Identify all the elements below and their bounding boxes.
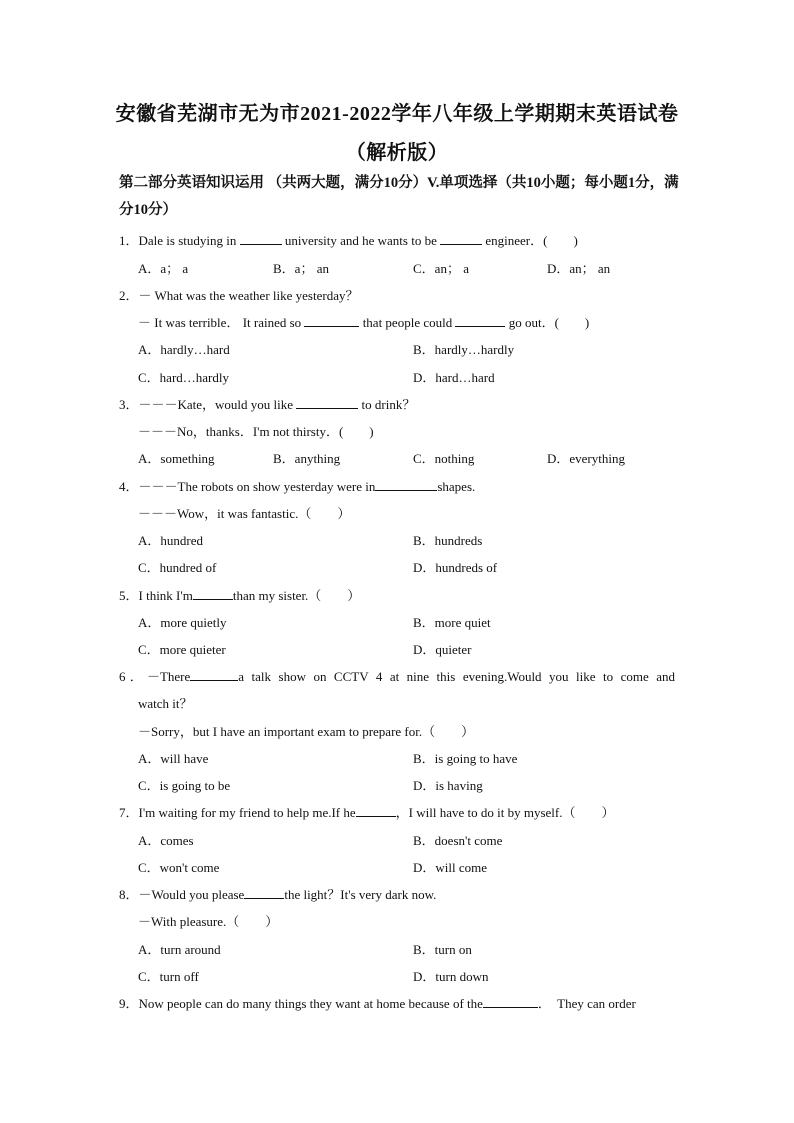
question-text: to drink？ xyxy=(358,397,416,412)
question-text: that people could xyxy=(359,315,456,330)
question-text: go out．( ) xyxy=(505,315,590,330)
question-1 xyxy=(119,230,578,249)
option-b: B．more quiet xyxy=(413,615,491,630)
option-c: C．turn off xyxy=(138,969,199,984)
option-b: B．hardly…hardly xyxy=(413,342,515,357)
question-4 xyxy=(119,476,475,495)
answer-blank xyxy=(296,396,358,409)
question-3 xyxy=(119,394,415,413)
question-6 xyxy=(119,666,675,685)
question-text: than my sister.（ ） xyxy=(232,588,361,603)
answer-blank xyxy=(244,886,284,899)
option-d: D．quieter xyxy=(413,642,472,657)
question-text: 6．－There xyxy=(119,669,191,684)
option-b: B．anything xyxy=(273,451,341,466)
question-text: 3．－－－Kate，would you like xyxy=(119,397,297,412)
answer-blank xyxy=(375,478,437,491)
question-8-reply: －With pleasure.（ ） xyxy=(138,914,279,929)
answer-blank xyxy=(190,668,238,681)
question-text: 7．I'm waiting for my friend to help me.If he xyxy=(119,805,356,820)
option-a: A．hardly…hard xyxy=(138,342,230,357)
option-c: C．won't come xyxy=(138,860,220,875)
question-8 xyxy=(119,884,436,903)
option-b: B．is going to have xyxy=(413,751,518,766)
option-d: D．everything xyxy=(547,451,625,466)
option-d: D．will come xyxy=(413,860,488,875)
question-text: － It was terrible． It rained so xyxy=(138,315,305,330)
question-6-reply: －Sorry，but I have an important exam to prepare for.（ ） xyxy=(138,724,475,739)
question-text: a talk show on CCTV 4 at nine this evening.Would you like to come and xyxy=(238,669,675,684)
question-text: 1．Dale is studying in xyxy=(119,233,240,248)
question-2: 2．－ What was the weather like yesterday？ xyxy=(119,288,359,303)
option-d: D．is having xyxy=(413,778,483,793)
option-c: C．more quieter xyxy=(138,642,226,657)
option-a: A．something xyxy=(138,451,215,466)
question-6-continued: watch it？ xyxy=(138,696,193,711)
option-b: B．turn on xyxy=(413,942,472,957)
answer-blank xyxy=(356,804,396,817)
question-text: 4．－－－The robots on show yesterday were in xyxy=(119,479,376,494)
option-d: D．hundreds of xyxy=(413,560,498,575)
question-text: ． They can order xyxy=(537,996,636,1011)
answer-blank xyxy=(304,314,359,327)
option-c: C．is going to be xyxy=(138,778,231,793)
option-b: B．hundreds xyxy=(413,533,483,548)
page-title: 安徽省芜湖市无为市2021-2022学年八年级上学期期末英语试卷 xyxy=(115,103,679,125)
answer-blank xyxy=(483,995,538,1008)
page-subtitle: （解析版） xyxy=(345,142,449,164)
question-text: university and he wants to be xyxy=(281,233,441,248)
option-b: B．a； an xyxy=(273,261,329,276)
answer-blank xyxy=(440,232,482,245)
option-d: D．hard…hard xyxy=(413,370,495,385)
option-a: A．comes xyxy=(138,833,194,848)
question-text: ，I will have to do it by myself.（ ） xyxy=(395,805,615,820)
option-a: A．more quietly xyxy=(138,615,227,630)
option-c: C．an； a xyxy=(413,261,469,276)
option-c: C．nothing xyxy=(413,451,475,466)
question-5 xyxy=(119,585,360,604)
section-heading: 第二部分英语知识运用 （共两大题，满分10分）V.单项选择（共10小题；每小题1分，满分10分） xyxy=(119,175,679,218)
option-a: A．will have xyxy=(138,751,209,766)
option-b: B．doesn't come xyxy=(413,833,503,848)
question-text: 9．Now people can do many things they want at home because of the xyxy=(119,996,483,1011)
answer-blank xyxy=(240,232,282,245)
question-text: 8．－Would you please xyxy=(119,887,245,902)
option-a: A．hundred xyxy=(138,533,203,548)
question-text: engineer．( ) xyxy=(482,233,578,248)
answer-blank xyxy=(455,314,505,327)
question-4-reply: －－－Wow，it was fantastic.（ ） xyxy=(138,506,351,521)
question-text: 5．I think I'm xyxy=(119,588,193,603)
question-text: shapes. xyxy=(437,479,476,494)
option-d: D．turn down xyxy=(413,969,489,984)
question-9 xyxy=(119,993,636,1012)
question-text: the light？It's very dark now. xyxy=(284,887,437,902)
answer-blank xyxy=(193,587,233,600)
question-2-reply xyxy=(138,312,589,331)
question-3-reply: －－－No，thanks．I'm not thirsty．( ) xyxy=(138,424,374,439)
option-c: C．hard…hardly xyxy=(138,370,229,385)
question-7 xyxy=(119,802,614,821)
option-d: D．an； an xyxy=(547,261,611,276)
option-a: A．turn around xyxy=(138,942,221,957)
option-a: A．a； a xyxy=(138,261,189,276)
option-c: C．hundred of xyxy=(138,560,217,575)
